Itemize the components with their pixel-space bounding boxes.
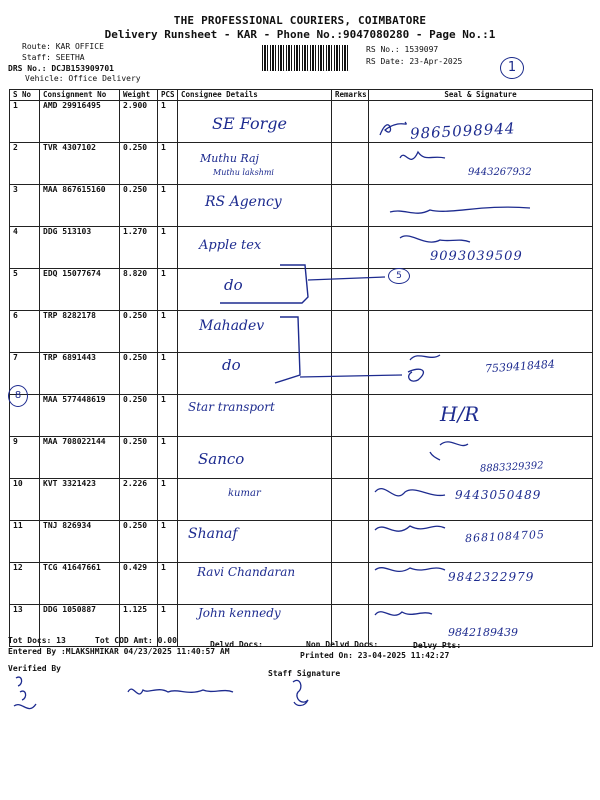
row-consignment: KVT 3321423 [40,479,120,521]
row-weight: 0.250 [120,353,158,395]
row-pcs: 1 [158,605,178,647]
col-remarks: Remarks [332,90,369,101]
total-cod: Tot COD Amt: 0.00 [95,636,177,645]
staff-signature-label: Staff Signature [268,669,341,678]
delivery-points: Delvy Pts: [413,641,462,650]
row-pcs: 1 [158,227,178,269]
row-consignment: TCG 41647661 [40,563,120,605]
col-consignee: Consignee Details [178,90,332,101]
row-weight: 0.250 [120,521,158,563]
hw-sig-8: H/R [440,402,480,426]
row-sno: 11 [10,521,40,563]
row-remarks [332,521,369,563]
document-subtitle: Delivery Runsheet - KAR - Phone No.:9047080280 - Page No.:1 [104,28,496,41]
hw-consignee-2b: Muthu lakshmi [213,168,274,177]
hw-consignee-1: SE Forge [212,114,287,133]
row-weight: 0.250 [120,185,158,227]
route-label: Route: KAR OFFICE [22,42,104,51]
row-weight: 1.125 [120,605,158,647]
delivered-docs: Delvd Docs: [210,640,263,649]
row-consignment: DDG 1050887 [40,605,120,647]
non-delivered-docs: Non Delvd Docs: [306,640,379,649]
row-consignment: DDG 513103 [40,227,120,269]
row-sno: 9 [10,437,40,479]
hw-consignee-13: John kennedy [198,606,281,620]
row-weight: 2.226 [120,479,158,521]
row-sno: 2 [10,143,40,185]
drs-number: DRS No.: DCJB153909701 [8,64,114,73]
printed-on: Printed On: 23-04-2025 11:42:27 [300,651,450,660]
row-pcs: 1 [158,395,178,437]
hw-consignee-8: Star transport [188,400,275,414]
row-consignment: MAA 708022144 [40,437,120,479]
row-sno: 5 [10,269,40,311]
hw-sig-11: 8681084705 [464,527,546,546]
row-sno: 6 [10,311,40,353]
col-sno: S No [10,90,40,101]
row-weight: 0.429 [120,563,158,605]
row-sno: 3 [10,185,40,227]
row-remarks [332,563,369,605]
verified-by-label: Verified By [8,664,61,673]
hw-sig-1: 9865098944 [409,119,516,143]
row-pcs: 1 [158,479,178,521]
row-weight: 1.270 [120,227,158,269]
hw-sig-12: 9842322979 [448,570,535,584]
row-sno: 12 [10,563,40,605]
signature-scribbles [370,100,590,640]
row-weight: 0.250 [120,311,158,353]
row-pcs: 1 [158,185,178,227]
row-pcs: 1 [158,437,178,479]
circled-5-marker: 5 [388,268,410,284]
footer-signatures [8,672,338,722]
hw-consignee-6: Mahadev [199,318,265,334]
entered-by: Entered By :MLAKSHMIKAR 04/23/2025 11:40:57 AM [8,647,230,656]
hw-consignee-5: do [224,276,243,294]
row-consignment: EDQ 15077674 [40,269,120,311]
row-consignment: TRP 8282178 [40,311,120,353]
hw-consignee-11: Shanaf [188,526,238,542]
row-remarks [332,185,369,227]
hw-consignee-3: RS Agency [205,194,282,210]
hw-sig-9: 8883329392 [479,460,544,475]
row-pcs: 1 [158,101,178,143]
hw-sig-7: 7539418484 [484,357,556,376]
hw-consignee-9: Sanco [198,450,245,468]
hw-consignee-12: Ravi Chandaran [197,565,296,579]
row-sno: 13 [10,605,40,647]
document-title: THE PROFESSIONAL COURIERS, COIMBATORE [173,14,427,27]
row-sno: 7 [10,353,40,395]
row-pcs: 1 [158,521,178,563]
row-consignee [178,479,332,521]
row-pcs: 1 [158,143,178,185]
hw-sig-10: 9443050489 [455,488,542,502]
row-remarks [332,437,369,479]
row-sno: 10 [10,479,40,521]
hw-sig-4: 9093039509 [430,249,523,264]
row-remarks [332,101,369,143]
row-consignment: TVR 4307102 [40,143,120,185]
row-consignment: MAA 577448619 [40,395,120,437]
row-pcs: 1 [158,563,178,605]
hw-consignee-4: Apple tex [199,238,262,253]
row-remarks [332,479,369,521]
rs-number: RS No.: 1539097 [366,45,439,54]
row-weight: 0.250 [120,143,158,185]
col-weight: Weight [120,90,158,101]
row-sno: 4 [10,227,40,269]
row-weight: 0.250 [120,437,158,479]
row-consignment: TRP 6891443 [40,353,120,395]
row-remarks [332,395,369,437]
hw-sig-2: 9443267932 [468,167,532,178]
row-remarks [332,143,369,185]
row-consignment: MAA 867615160 [40,185,120,227]
col-consignment: Consignment No [40,90,120,101]
hw-consignee-7: do [222,356,241,374]
row-pcs: 1 [158,353,178,395]
row-pcs: 1 [158,311,178,353]
row-pcs: 1 [158,269,178,311]
row-weight: 0.250 [120,395,158,437]
row-consignment: TNJ 826934 [40,521,120,563]
handwritten-page-number: 1 [500,57,524,79]
hw-consignee-10: kumar [228,488,261,499]
circled-row-marker: 8 [8,385,28,407]
hw-sig-13: 9842189439 [448,626,518,639]
row-sno: 1 [10,101,40,143]
rs-date: RS Date: 23-Apr-2025 [366,57,463,66]
table-header-row [10,90,593,101]
total-docs: Tot Docs: 13 [8,636,66,645]
col-pcs: PCS [158,90,178,101]
col-signature: Seal & Signature [369,90,593,101]
vehicle-label: Vehicle: Office Delivery [25,74,141,83]
row-weight: 2.900 [120,101,158,143]
barcode [262,45,350,71]
row-consignment: AMD 29916495 [40,101,120,143]
hw-consignee-2: Muthu Raj [200,152,259,165]
row-weight: 8.820 [120,269,158,311]
staff-label: Staff: SEETHA [22,53,85,62]
